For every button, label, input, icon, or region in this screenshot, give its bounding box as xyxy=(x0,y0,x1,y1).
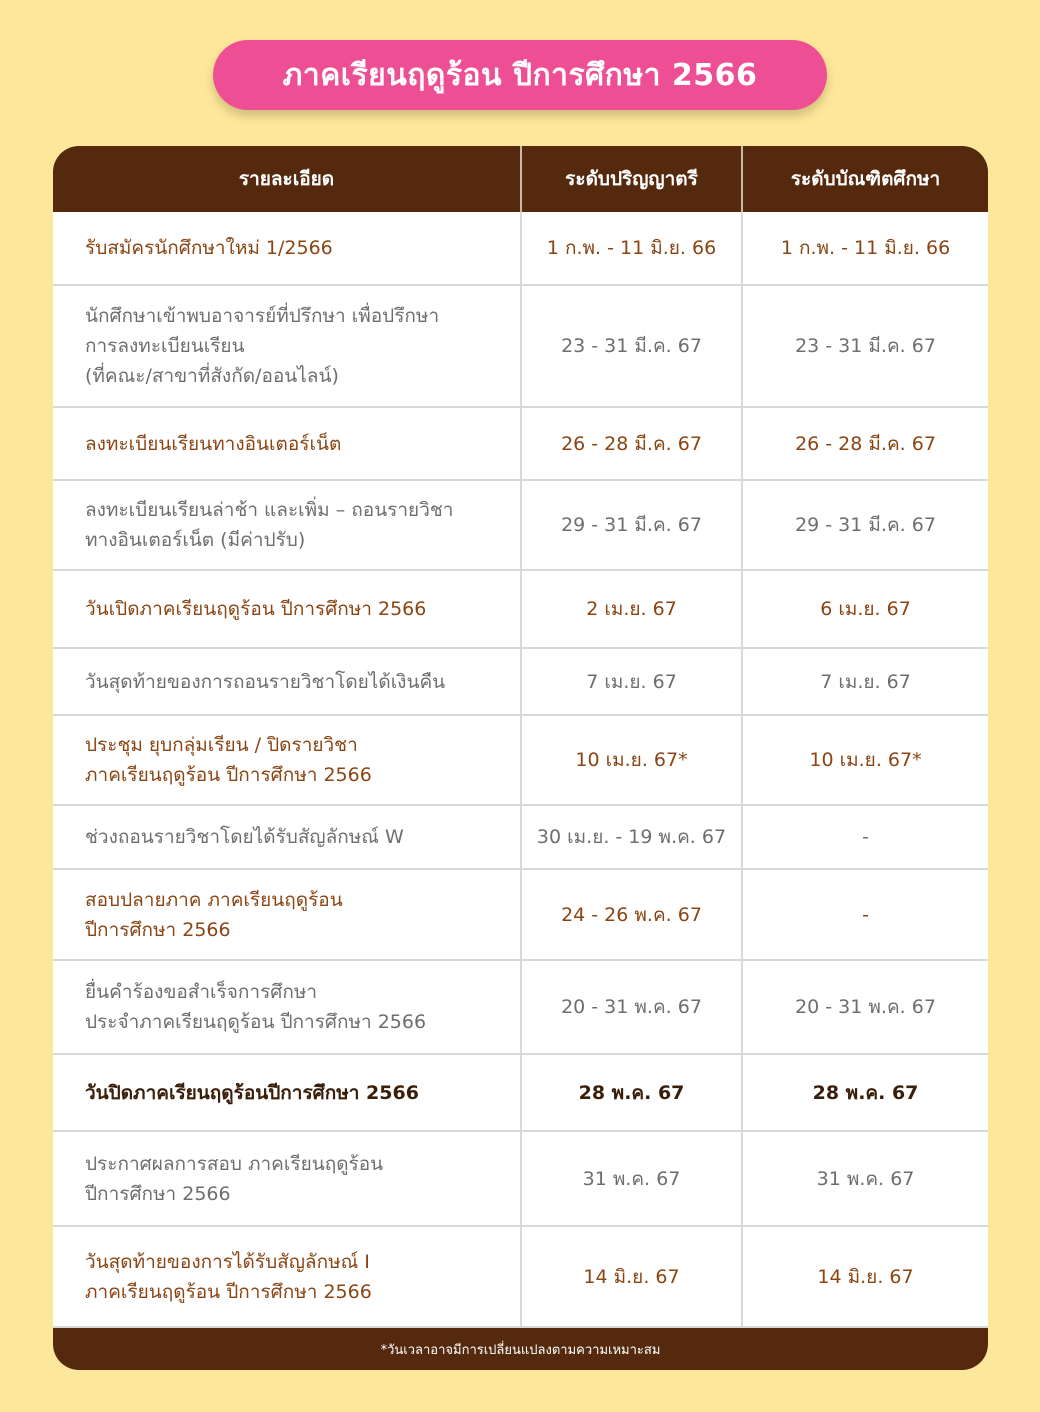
row-grad-date: 29 - 31 มี.ค. 67 xyxy=(741,481,988,569)
header-grad: ระดับบัณฑิตศึกษา xyxy=(741,146,988,212)
row-detail-line: ลงทะเบียนเรียนล่าช้า และเพิ่ม – ถอนรายวิชา xyxy=(85,499,454,521)
row-grad-date: 7 เม.ย. 67 xyxy=(741,649,988,714)
row-grad-date: - xyxy=(741,806,988,868)
table-row xyxy=(53,481,988,571)
row-detail-line: ลงทะเบียนเรียนทางอินเตอร์เน็ต xyxy=(85,432,342,455)
row-grad-date: 31 พ.ค. 67 xyxy=(741,1132,988,1225)
row-grad-date: 1 ก.พ. - 11 มิ.ย. 66 xyxy=(741,212,988,284)
table-row xyxy=(53,806,988,870)
row-undergrad-date: 30 เม.ย. - 19 พ.ค. 67 xyxy=(520,806,741,868)
table-row xyxy=(53,961,988,1055)
row-grad-date: 20 - 31 พ.ค. 67 xyxy=(741,961,988,1053)
row-detail-line: วันสุดท้ายของการได้รับสัญลักษณ์ I xyxy=(85,1250,370,1273)
row-grad-date: 6 เม.ย. 67 xyxy=(741,571,988,647)
table-header xyxy=(53,146,988,212)
row-undergrad-date: 20 - 31 พ.ค. 67 xyxy=(520,961,741,1053)
row-detail-line: รับสมัครนักศึกษาใหม่ 1/2566 xyxy=(85,237,333,259)
row-undergrad-date: 26 - 28 มี.ค. 67 xyxy=(520,408,741,479)
table-row xyxy=(53,408,988,481)
table-row xyxy=(53,716,988,806)
row-detail-line: ภาคเรียนฤดูร้อน ปีการศึกษา 2566 xyxy=(85,764,372,786)
row-detail-line: วันปิดภาคเรียนฤดูร้อนปีการศึกษา 2566 xyxy=(85,1081,419,1104)
row-detail-line: สอบปลายภาค ภาคเรียนฤดูร้อน xyxy=(85,888,343,911)
row-detail-line: ประจำภาคเรียนฤดูร้อน ปีการศึกษา 2566 xyxy=(85,1011,427,1033)
row-detail-line: ยื่นคำร้องขอสำเร็จการศึกษา xyxy=(85,981,318,1003)
page-title: ภาคเรียนฤดูร้อน ปีการศึกษา 2566 xyxy=(213,40,827,110)
row-undergrad-date: 29 - 31 มี.ค. 67 xyxy=(520,481,741,569)
row-grad-date: 28 พ.ค. 67 xyxy=(741,1055,988,1130)
row-grad-date: - xyxy=(741,870,988,959)
header-detail: รายละเอียด xyxy=(238,168,335,190)
row-undergrad-date: 7 เม.ย. 67 xyxy=(520,649,741,714)
row-detail-line: วันสุดท้ายของการถอนรายวิชาโดยได้เงินคืน xyxy=(85,670,446,693)
table-row xyxy=(53,212,988,286)
footnote: *วันเวลาอาจมีการเปลี่ยนแปลงตามความเหมาะสม xyxy=(53,1328,988,1370)
row-undergrad-date: 1 ก.พ. - 11 มิ.ย. 66 xyxy=(520,212,741,284)
row-detail-line: ทางอินเตอร์เน็ต (มีค่าปรับ) xyxy=(85,529,306,551)
row-detail-line: วันเปิดภาคเรียนฤดูร้อน ปีการศึกษา 2566 xyxy=(85,598,427,620)
row-grad-date: 26 - 28 มี.ค. 67 xyxy=(741,408,988,479)
row-detail-line: ปีการศึกษา 2566 xyxy=(85,918,231,941)
schedule-table xyxy=(53,146,988,1370)
row-detail-line: ช่วงถอนรายวิชาโดยได้รับสัญลักษณ์ W xyxy=(85,826,404,848)
row-undergrad-date: 10 เม.ย. 67* xyxy=(520,716,741,804)
table-row xyxy=(53,571,988,649)
row-undergrad-date: 2 เม.ย. 67 xyxy=(520,571,741,647)
table-row xyxy=(53,649,988,716)
table-row xyxy=(53,1055,988,1132)
header-undergrad: ระดับปริญญาตรี xyxy=(520,146,741,212)
row-undergrad-date: 24 - 26 พ.ค. 67 xyxy=(520,870,741,959)
table-row xyxy=(53,1132,988,1227)
row-undergrad-date: 28 พ.ค. 67 xyxy=(520,1055,741,1130)
row-grad-date: 10 เม.ย. 67* xyxy=(741,716,988,804)
row-detail-line: ภาคเรียนฤดูร้อน ปีการศึกษา 2566 xyxy=(85,1280,372,1303)
row-detail-line: ประกาศผลการสอบ ภาคเรียนฤดูร้อน xyxy=(85,1152,384,1175)
row-grad-date: 14 มิ.ย. 67 xyxy=(741,1227,988,1326)
row-undergrad-date: 31 พ.ค. 67 xyxy=(520,1132,741,1225)
table-row xyxy=(53,870,988,961)
row-detail-line: การลงทะเบียนเรียน xyxy=(85,335,245,357)
row-detail-line: ประชุม ยุบกลุ่มเรียน / ปิดรายวิชา xyxy=(85,734,358,756)
table-row xyxy=(53,286,988,408)
row-detail-line: นักศึกษาเข้าพบอาจารย์ที่ปรึกษา เพื่อปรึกษา xyxy=(85,305,440,327)
table-row xyxy=(53,1227,988,1328)
row-undergrad-date: 14 มิ.ย. 67 xyxy=(520,1227,741,1326)
row-detail-line: ปีการศึกษา 2566 xyxy=(85,1182,231,1205)
row-grad-date: 23 - 31 มี.ค. 67 xyxy=(741,286,988,406)
row-undergrad-date: 23 - 31 มี.ค. 67 xyxy=(520,286,741,406)
row-detail-line: (ที่คณะ/สาขาที่สังกัด/ออนไลน์) xyxy=(85,365,339,387)
